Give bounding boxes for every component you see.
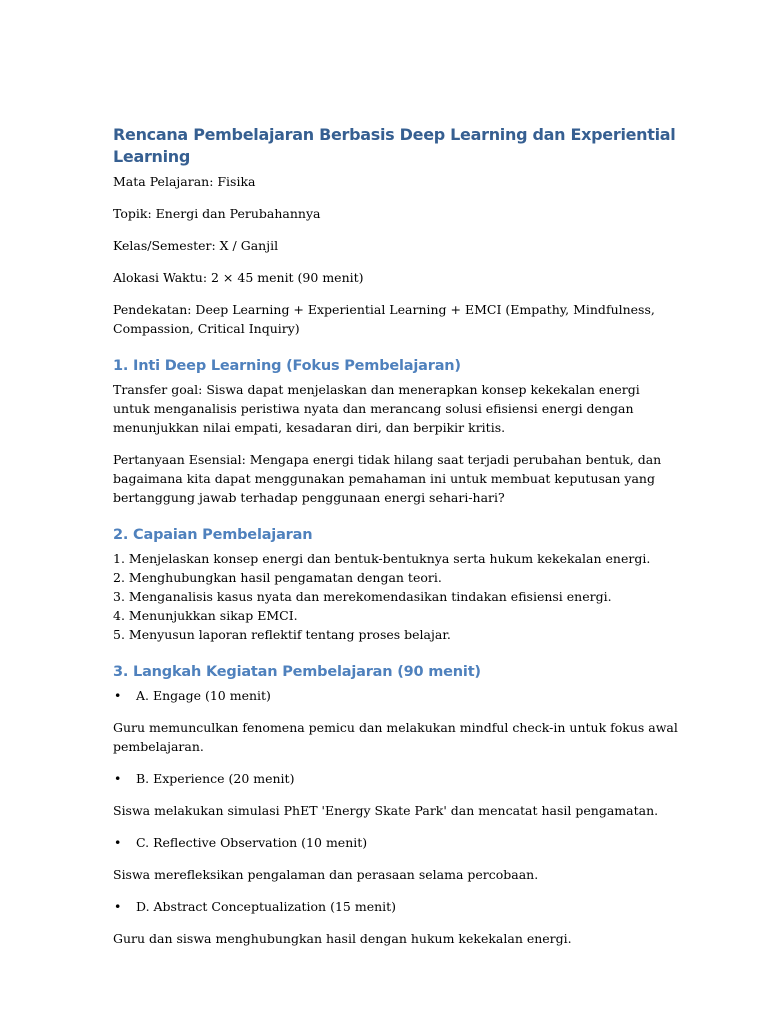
step-description: Siswa melakukan simulasi PhET 'Energy Skate Park' dan mencatat hasil pengamatan. [113, 803, 659, 818]
meta-time: Alokasi Waktu: 2 × 45 menit (90 menit) [113, 270, 364, 285]
step-description: Siswa merefleksikan pengalaman dan perasaan selama percobaan. [113, 867, 539, 882]
step-bullet [113, 769, 678, 788]
list-item: 3. Menganalisis kasus nyata dan merekomendasikan tindakan efisiensi energi. [113, 589, 612, 604]
list-item: 5. Menyusun laporan reflektif tentang proses belajar. [113, 627, 451, 642]
list-item: 1. Menjelaskan konsep energi dan bentuk-bentuknya serta hukum kekekalan energi. [113, 551, 651, 566]
step-bullet [113, 833, 678, 852]
section2-heading: 2. Capaian Pembelajaran [113, 527, 313, 543]
step-label: D. Abstract Conceptualization (15 menit) [136, 899, 397, 914]
step-bullet [113, 686, 678, 705]
meta-approach: Pendekatan: Deep Learning + Experiential Learning + EMCI (Empathy, Mindfulness, Compassion, Critical Inquiry) [113, 302, 655, 336]
essential-question: Pertanyaan Esensial: Mengapa energi tidak hilang saat terjadi perubahan bentuk, dan bagaimana kita dapat menggunakan pemahaman ini untuk membuat keputusan yang bertanggung jawab terhadap penggunaan energi sehari-hari? [113, 452, 662, 505]
step-label: A. Engage (10 menit) [136, 688, 271, 703]
list-item: 4. Menunjukkan sikap EMCI. [113, 608, 298, 623]
step-label: C. Reflective Observation (10 menit) [136, 835, 368, 850]
step-description: Guru memunculkan fenomena pemicu dan melakukan mindful check-in untuk fokus awal pembelajaran. [113, 720, 678, 754]
document-title: Rencana Pembelajaran Berbasis Deep Learning dan Experiential Learning [113, 125, 676, 166]
meta-topic: Topik: Energi dan Perubahannya [113, 206, 321, 221]
learning-outcomes-list [113, 549, 678, 644]
transfer-goal: Transfer goal: Siswa dapat menjelaskan dan menerapkan konsep kekekalan energi untuk menganalisis peristiwa nyata dan merancang solusi efisiensi energi dengan menunjukkan nilai empati, kesadaran diri, dan berpikir kritis. [113, 382, 640, 435]
meta-class: Kelas/Semester: X / Ganjil [113, 238, 279, 253]
step-label: B. Experience (20 menit) [136, 771, 295, 786]
bullet-icon: • [114, 835, 122, 850]
step-bullet [113, 897, 678, 916]
section1-heading: 1. Inti Deep Learning (Fokus Pembelajaran) [113, 358, 461, 374]
list-item: 2. Menghubungkan hasil pengamatan dengan teori. [113, 570, 442, 585]
step-description: Guru dan siswa menghubungkan hasil dengan hukum kekekalan energi. [113, 931, 572, 946]
meta-subject: Mata Pelajaran: Fisika [113, 174, 256, 189]
bullet-icon: • [114, 899, 122, 914]
bullet-icon: • [114, 771, 122, 786]
section3-heading: 3. Langkah Kegiatan Pembelajaran (90 menit) [113, 664, 481, 680]
bullet-icon: • [114, 688, 122, 703]
